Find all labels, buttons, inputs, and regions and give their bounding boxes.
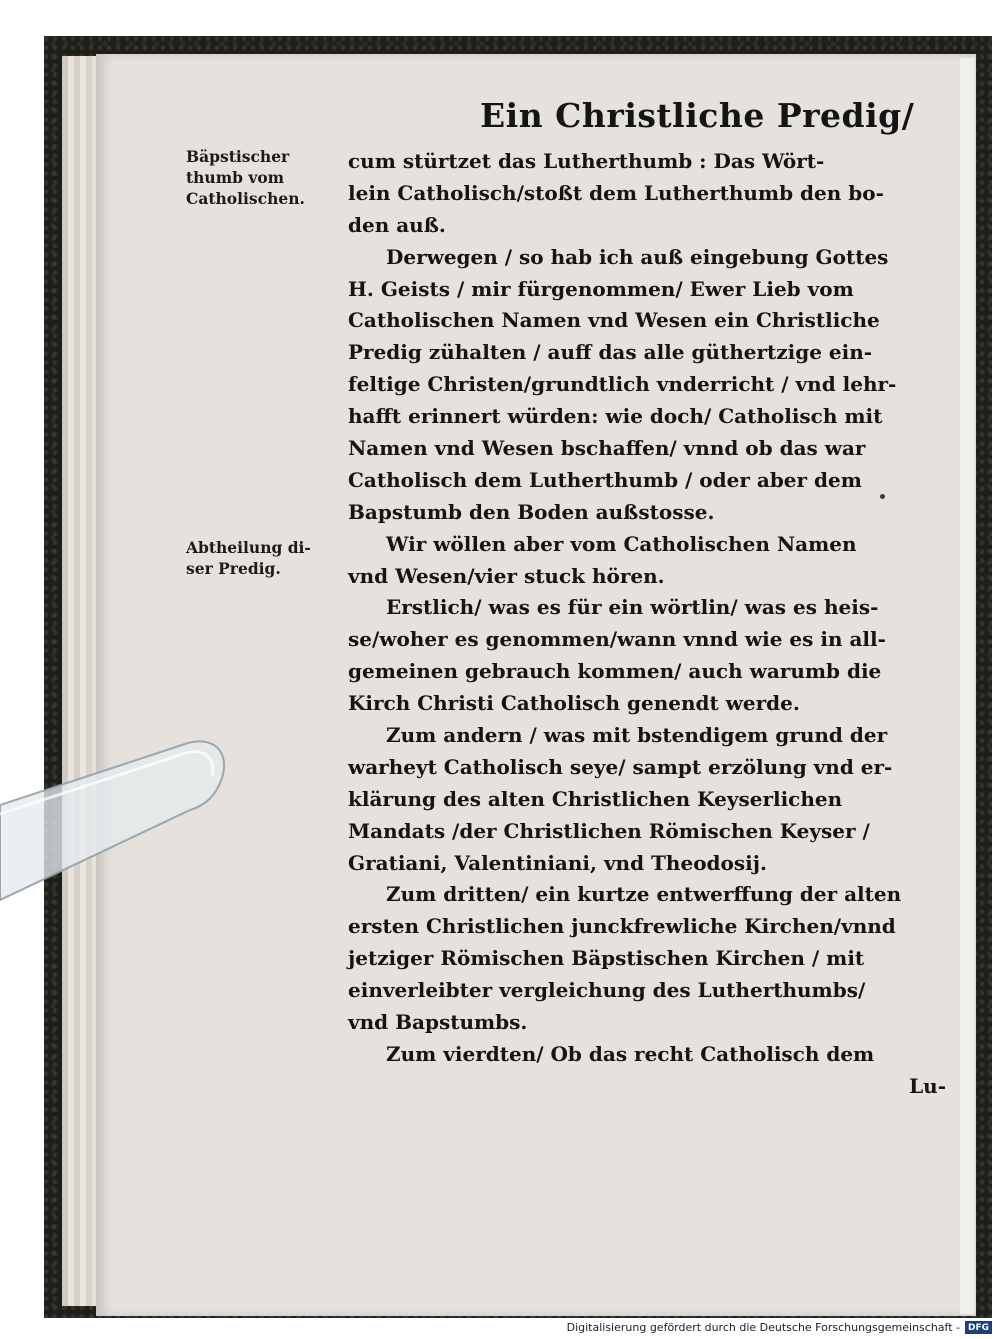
text-line: den auß. [348,212,446,237]
text-line: ersten Christlichen junckfrewliche Kirchen/vnnd [348,914,896,939]
margin-note-line: ser Predig. [186,559,281,578]
footer-text: Digitalisierung gefördert durch die Deutsche Forschungsgemeinschaft - [566,1321,960,1334]
text-line: hafft erinnert würden: wie doch/ Catholisch mit [348,404,883,429]
text-line: einverleibter vergleichung des Lutherthumbs/ [348,978,866,1003]
text-line: vnd Bapstumbs. [348,1010,528,1035]
text-line: Derwegen / so hab ich auß eingebung Gottes [386,244,889,269]
text-line: Zum vierdten/ Ob das recht Catholisch dem [386,1041,875,1066]
text-line: Catholisch dem Lutherthumb / oder aber dem [348,467,862,492]
text-line: warheyt Catholisch seye/ sampt erzölung vnd er- [348,754,893,779]
text-line: Kirch Christi Catholisch genendt werde. [348,691,800,716]
text-line: Zum andern / was mit bstendigem grund der [386,723,888,748]
text-line: H. Geists / mir fürgenommen/ Ewer Lieb vom [348,276,854,301]
text-line: feltige Christen/grundtlich vnderricht / vnd lehr- [348,372,897,397]
text-line: gemeinen gebrauch kommen/ auch warumb die [348,659,882,684]
margin-note-line: Catholischen. [186,189,305,208]
text-line: Mandats /der Christlichen Römischen Keyser / [348,818,870,843]
margin-note-line: Abtheilung di- [186,538,311,557]
text-line: Gratiani, Valentiniani, vnd Theodosij. [348,850,767,875]
running-head: Ein Christliche Predig/ [480,96,915,135]
text-line: klärung des alten Christlichen Keyserlichen [348,786,843,811]
margin-note-2 [186,537,336,579]
text-line: Predig zühalten / auff das alle güthertzige ein- [348,340,873,365]
text-line: Zum dritten/ ein kurtze entwerffung der alten [386,882,902,907]
text-line: Bapstumb den Boden außstosse. [348,499,715,524]
text-line: cum stürtzet das Lutherthumb : Das Wört- [348,149,825,173]
margin-note-line: thumb vom [186,168,285,187]
page-holder-strip [0,600,240,920]
text-line: se/woher es genommen/wann vnnd wie es in all- [348,627,886,652]
dfg-logo: DFG [965,1321,992,1334]
ink-spot [880,494,885,499]
text-line: Namen vnd Wesen bschaffen/ vnnd ob das war [348,436,866,461]
margin-note-1 [186,146,336,209]
body-text [348,146,946,1103]
text-line: Erstlich/ was es für ein wörtlin/ was es heis- [386,595,879,620]
text-line: vnd Wesen/vier stuck hören. [348,563,665,588]
digitization-footer [567,1321,992,1334]
catchword: Lu- [909,1073,946,1098]
text-line: Wir wöllen aber vom Catholischen Namen [386,531,857,556]
text-line: jetziger Römischen Bäpstischen Kirchen / mit [348,946,865,971]
text-line: lein Catholisch/stoßt dem Lutherthumb den bo- [348,180,884,205]
margin-note-line: Bäpstischer [186,147,290,166]
text-line: Catholischen Namen vnd Wesen ein Christliche [348,308,880,333]
page-fore-edge [960,58,974,1314]
